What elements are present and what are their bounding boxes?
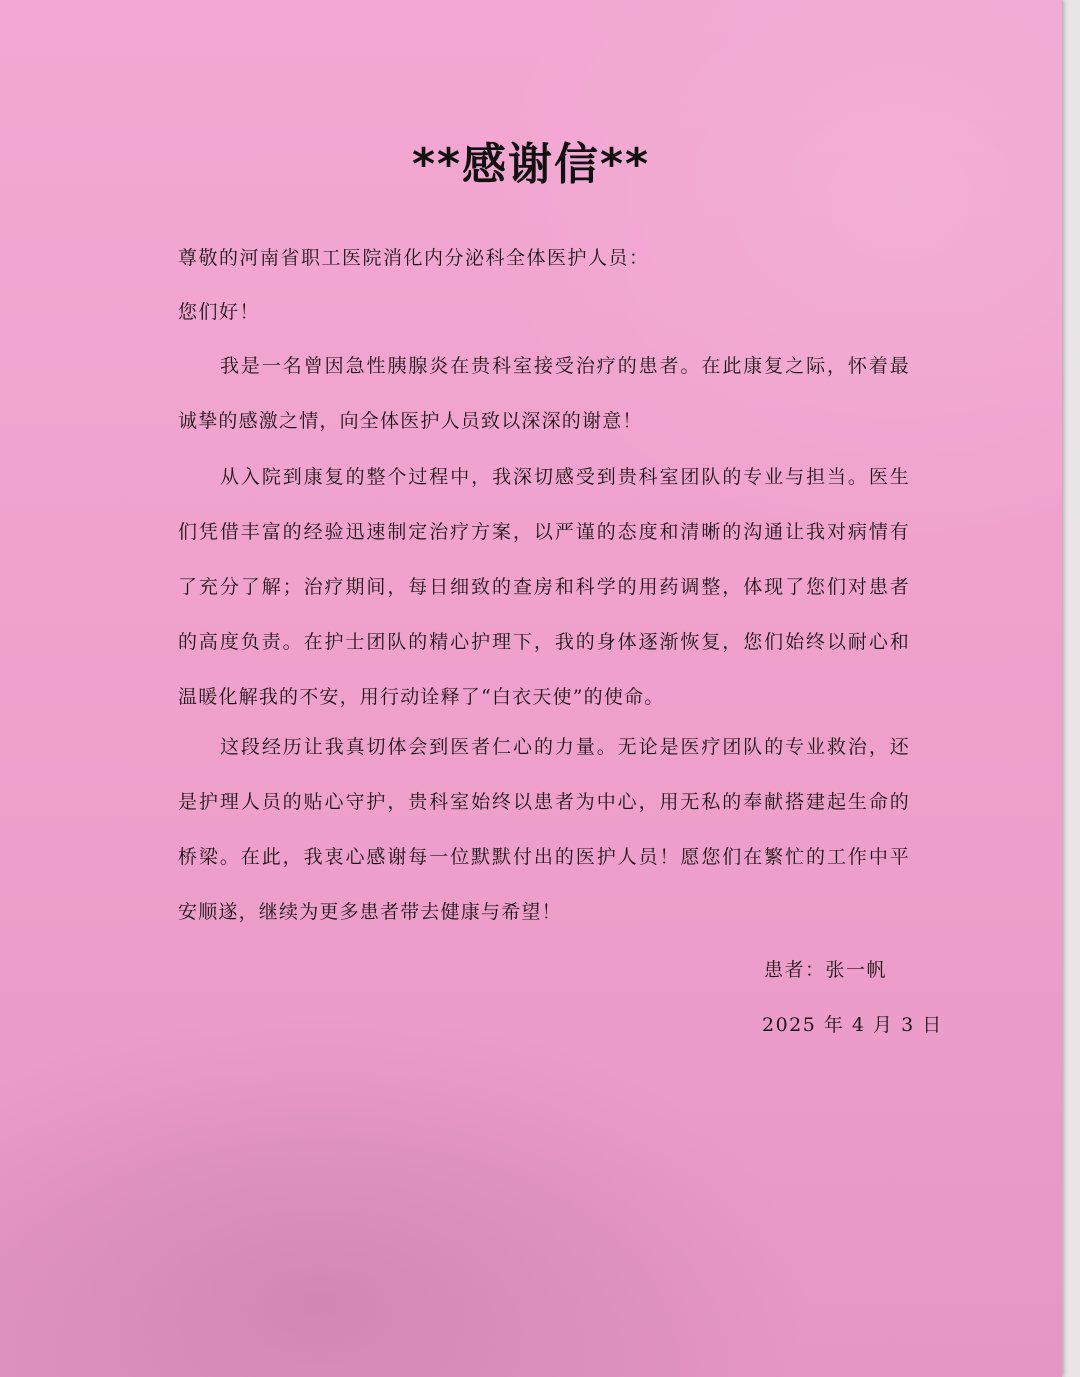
greeting: 您们好！: [178, 301, 261, 323]
letter-title: **感谢信**: [411, 139, 651, 190]
letter-date: 2025 年 4 月 3 日: [762, 1014, 943, 1036]
paragraph-line: 桥梁。在此，我衷心感谢每一位默默付出的医护人员！愿您们在繁忙的工作中平: [178, 846, 910, 868]
paragraph-line: 了充分了解；治疗期间，每日细致的查房和科学的用药调整，体现了您们对患者: [178, 576, 910, 598]
paragraph-line: 是护理人员的贴心守护，贵科室始终以患者为中心，用无私的奉献搭建起生命的: [178, 791, 910, 813]
paragraph-line: 温暖化解我的不安，用行动诠释了“白衣天使”的使命。: [178, 686, 665, 708]
paragraph-2: [178, 465, 910, 740]
paragraph-line: 安顺遂，继续为更多患者带去健康与希望！: [178, 901, 562, 923]
salutation: 尊敬的河南省职工医院消化内分泌科全体医护人员：: [178, 247, 650, 269]
paragraph-line: 这段经历让我真切体会到医者仁心的力量。无论是医疗团队的专业救治，还: [220, 736, 910, 758]
paragraph-line: 从入院到康复的整个过程中，我深切感受到贵科室团队的专业与担当。医生: [220, 466, 910, 488]
paragraph-1: [178, 354, 910, 464]
paragraph-line: 我是一名曾因急性胰腺炎在贵科室接受治疗的患者。在此康复之际，怀着最: [220, 355, 910, 377]
paragraph-line: 诚挚的感激之情，向全体医护人员致以深深的谢意！: [178, 410, 643, 432]
paragraph-line: 的高度负责。在护士团队的精心护理下，我的身体逐渐恢复，您们始终以耐心和: [178, 631, 910, 653]
paragraph-3: [178, 735, 910, 955]
signature: 患者：张一帆: [764, 959, 888, 981]
paragraph-line: 们凭借丰富的经验迅速制定治疗方案，以严谨的态度和清晰的沟通让我对病情有: [178, 521, 910, 543]
